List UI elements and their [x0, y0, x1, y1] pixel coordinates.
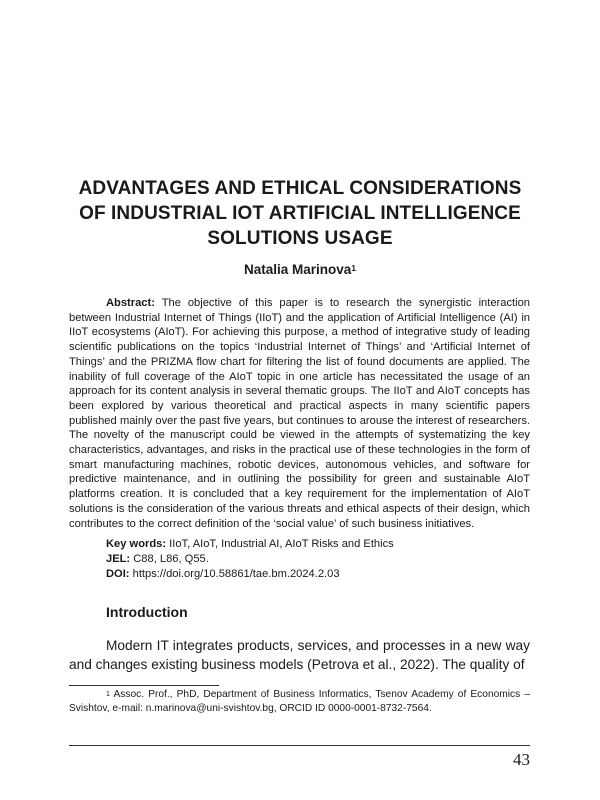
keywords-line — [106, 537, 394, 552]
author-line — [0, 261, 600, 278]
title-line-3: SOLUTIONS USAGE — [207, 228, 393, 249]
jel-line — [106, 552, 209, 567]
abstract-paragraph — [69, 296, 530, 531]
footnote — [69, 688, 530, 715]
abstract-label: Abstract: — [106, 297, 155, 309]
introduction-heading: Introduction — [106, 604, 188, 620]
page-footer-rule — [69, 745, 530, 746]
keywords-label: Key words: — [106, 538, 167, 550]
doi-line — [106, 567, 340, 582]
jel-label: JEL: — [106, 553, 131, 565]
doi-link[interactable]: https://doi.org/10.58861/tae.bm.2024.2.03 — [132, 568, 340, 580]
title-line-2: OF INDUSTRIAL IOT ARTIFICIAL INTELLIGENCE — [79, 203, 521, 224]
author-footnote-mark: 1 — [351, 263, 357, 273]
abstract-text: The objective of this paper is to research the synergistic interaction between Industrial Internet of Things (IIoT) and the application of Artificial Intelligence (AI) in IIoT ecosystems (AIoT). For achieving this purpose, a method of integrative study of leading scientific publications on the topics ‘Industrial Internet of Things’ and ‘Artificial Internet of Things’ and the PRIZMA flow chart for filtering the list of found documents are applied. The inability of full coverage of the AIoT topic in one article has necessitated the usage of an approach for its content analysis in several thematic groups. The IIoT and AIoT concepts has been explored by various theoretical and practical aspects in many scientific papers published mainly over the past five years, but continues to arouse the interest of researchers. The novelty of the manuscript could be viewed in the attempts of systematizing the key characteristics, advantages, and risks in the practical use of these technologies in the form of smart manufacturing machines, robotic devices, autonomous vehicles, and software for predictive maintenance, and in outlining the possibility for green and sustainable AIoT platforms creation. It is concluded that a key requirement for the implementation of AIoT solutions is the consideration of the various threats and ethical aspects of their design, which contributes to the correct definition of the ‘social value’ of such business initiatives. — [69, 297, 530, 530]
footnote-mark: 1 — [106, 691, 110, 698]
introduction-paragraph: Modern IT integrates products, services, and processes in a new way and changes existing business models (Petrova et al., 2022). The quality of — [69, 638, 530, 672]
footnote-text: Assoc. Prof., PhD, Department of Business Informatics, Tsenov Academy of Economics – Svishtov, e-mail: n.marinova@uni-svishtov.bg, ORCID ID 0000-0001-8732-7564. — [69, 689, 530, 714]
title-line-1: ADVANTAGES AND ETHICAL CONSIDERATIONS — [78, 178, 522, 199]
jel-value: C88, L86, Q55. — [133, 553, 209, 565]
footnote-divider — [69, 685, 219, 686]
paper-title — [60, 176, 540, 251]
page-number: 43 — [513, 750, 530, 769]
author-name: Natalia Marinova — [243, 262, 352, 277]
keywords-value: IIoT, AIoT, Industrial AI, AIoT Risks and Ethics — [169, 538, 394, 550]
doi-label: DOI: — [106, 568, 130, 580]
